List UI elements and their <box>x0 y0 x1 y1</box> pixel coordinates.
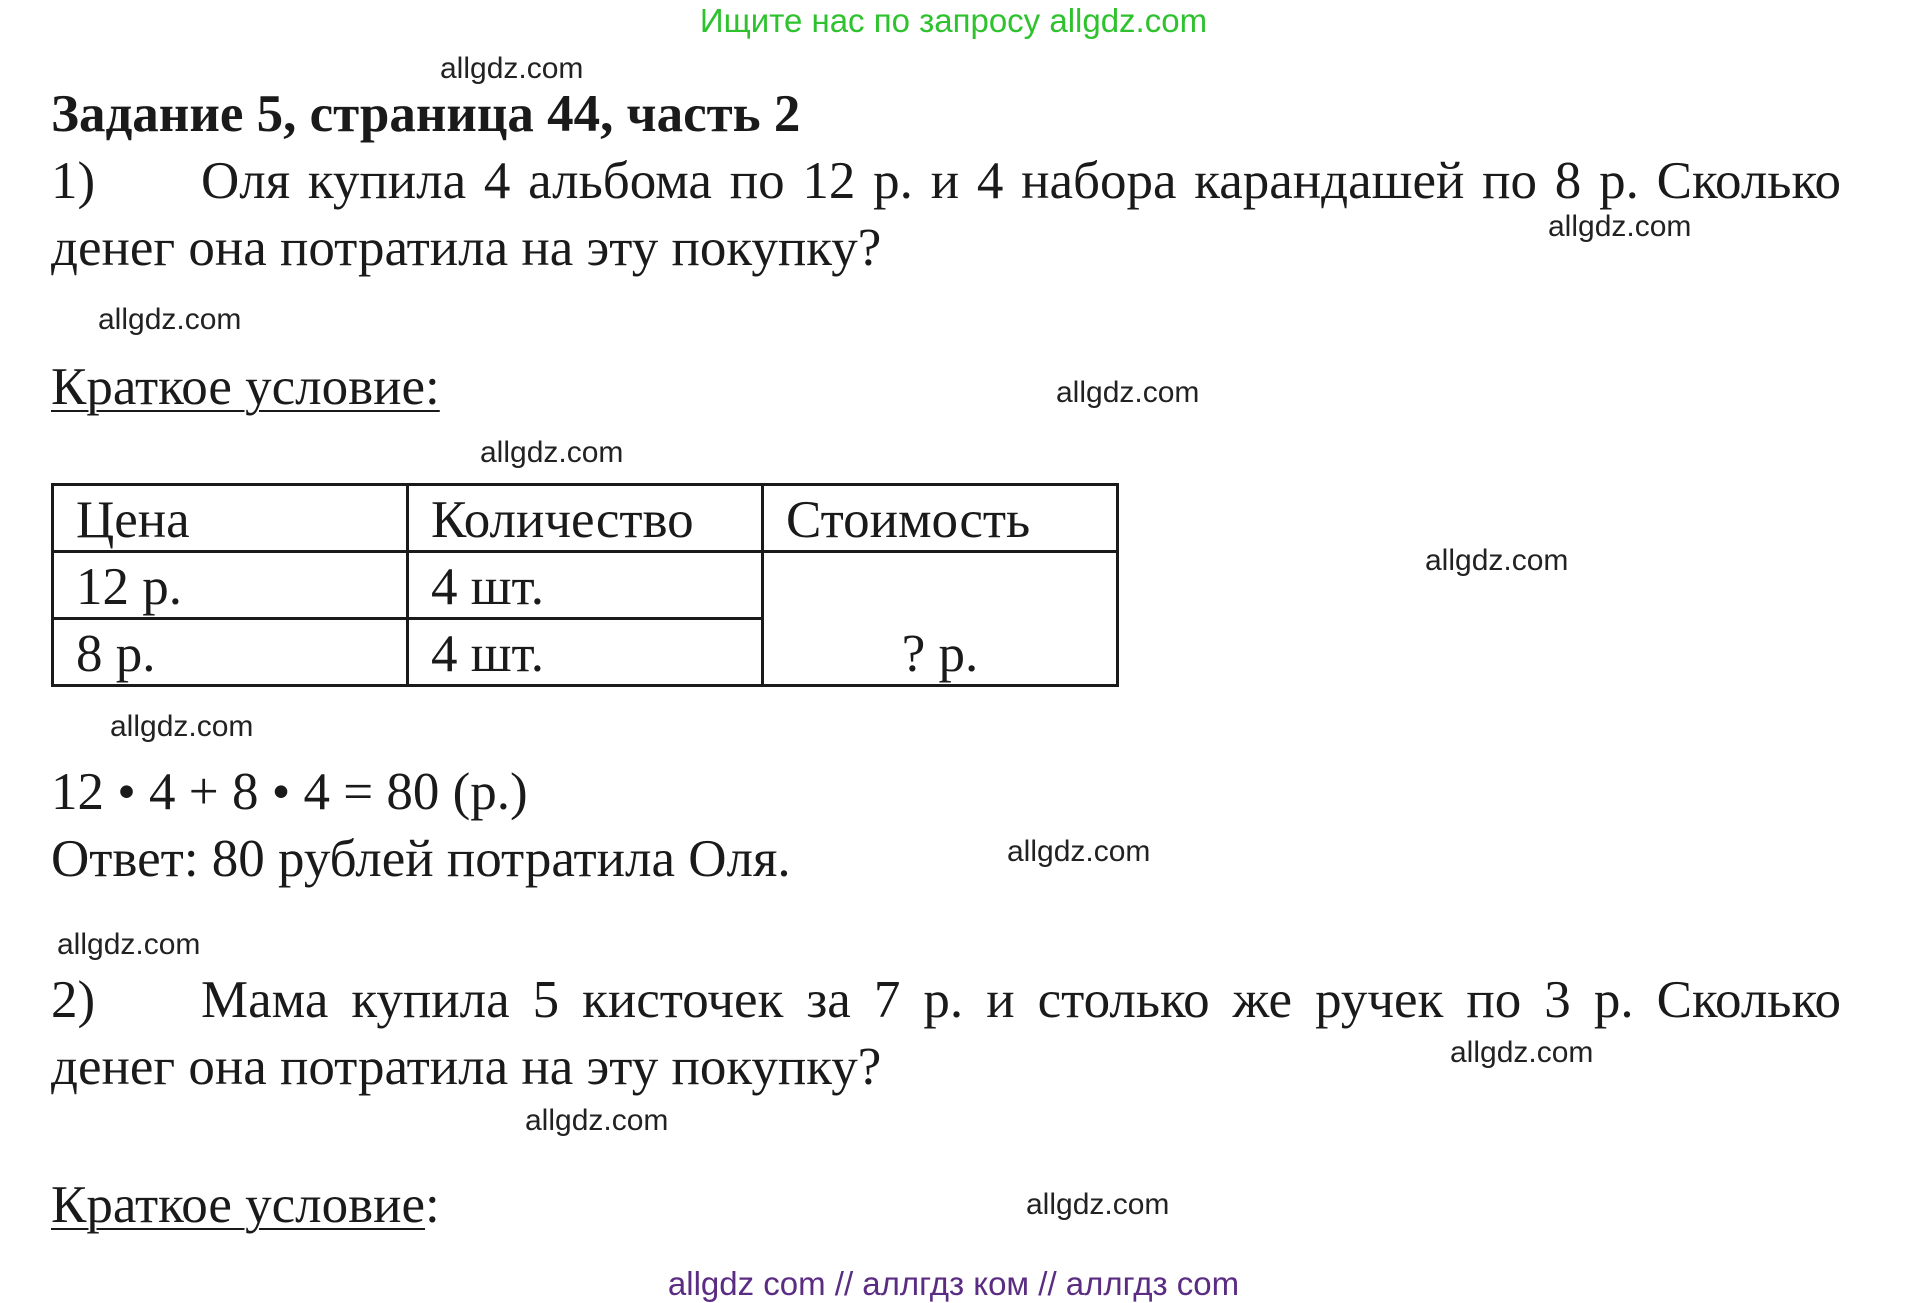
watermark: allgdz.com <box>1548 210 1692 243</box>
cell-price: 12 р. <box>53 552 408 619</box>
header-quantity: Количество <box>408 485 763 552</box>
watermark: allgdz.com <box>98 303 242 336</box>
watermark: allgdz.com <box>1450 1036 1594 1069</box>
task1-number: 1) <box>51 152 96 210</box>
watermark: allgdz.com <box>1056 376 1200 409</box>
task1-heading: Краткое условие: <box>51 358 440 416</box>
table-row <box>53 552 1118 619</box>
watermark: allgdz.com <box>480 436 624 469</box>
task1-body: Оля купила 4 альбома по 12 р. и 4 набора карандашей по 8 р. Сколько денег она потратила на эту покупку? <box>51 152 1841 277</box>
watermark: allgdz.com <box>1026 1188 1170 1221</box>
table-header-row <box>53 485 1118 552</box>
cell-total-cost: ? р. <box>763 552 1118 686</box>
cell-quantity: 4 шт. <box>408 552 763 619</box>
cell-quantity: 4 шт. <box>408 619 763 686</box>
task1-answer: Ответ: 80 рублей потратила Оля. <box>51 830 791 888</box>
condition-table <box>51 483 1119 687</box>
header-price: Цена <box>53 485 408 552</box>
page-title: Задание 5, страница 44, часть 2 <box>51 85 801 143</box>
task1-solution: 12 • 4 + 8 • 4 = 80 (р.) <box>51 763 528 821</box>
header-cost: Стоимость <box>763 485 1118 552</box>
task2-body: Мама купила 5 кисточек за 7 р. и столько же ручек по 3 р. Сколько денег она потратила на эту покупку? <box>51 971 1841 1096</box>
watermark: allgdz.com <box>57 928 201 961</box>
bottom-banner[interactable]: allgdz com // аллгдз ком // аллгдз com <box>667 1265 1240 1302</box>
watermark: allgdz.com <box>110 710 254 743</box>
watermark: allgdz.com <box>440 52 584 85</box>
task2-text <box>51 967 1841 1101</box>
watermark: allgdz.com <box>1007 835 1151 868</box>
top-banner[interactable]: Ищите нас по запросу allgdz.com <box>699 2 1208 39</box>
task2-heading: Краткое условие: <box>51 1176 440 1234</box>
task2-number: 2) <box>51 971 96 1029</box>
watermark: allgdz.com <box>525 1104 669 1137</box>
watermark: allgdz.com <box>1425 544 1569 577</box>
cell-price: 8 р. <box>53 619 408 686</box>
